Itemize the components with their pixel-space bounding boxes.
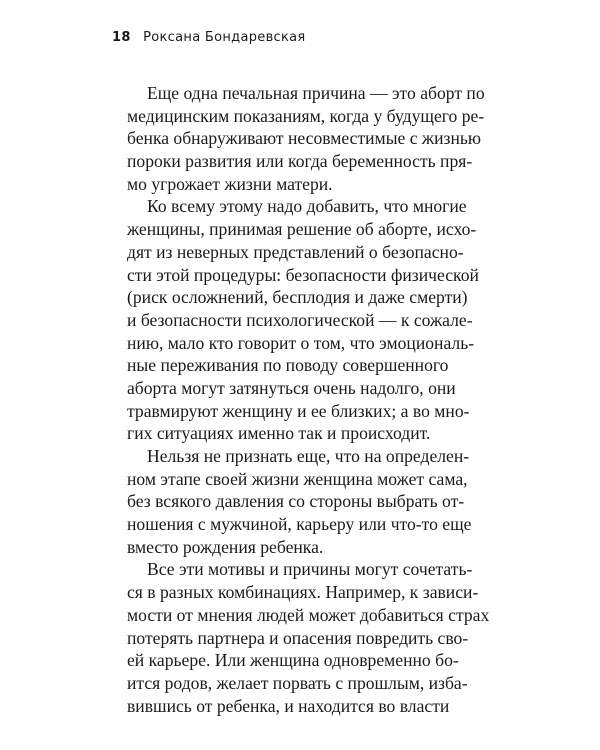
text-line: ные переживания по поводу совершенного [127, 355, 449, 376]
text-line: мости от мнения людей может добавиться страх [127, 604, 490, 625]
text-line: ном этапе своей жизни женщина может сама, [127, 468, 468, 489]
text-line: ся в разных комбинациях. Например, к зависи- [127, 582, 479, 603]
running-head [112, 30, 306, 45]
text-line: Нельзя не признать еще, что на определен- [147, 446, 470, 466]
text-line: бенка обнаруживают несовместимые с жизнью [127, 128, 482, 149]
body-text [127, 82, 489, 717]
text-line: без всякого давления со стороны выбрать от- [127, 491, 465, 512]
page-number: 18 [112, 30, 131, 45]
text-line: пороки развития или когда беременность пря- [127, 151, 473, 172]
text-line: мо угрожает жизни матери. [127, 173, 333, 194]
text-line: вившись от ребенка, и находится во власти [127, 695, 450, 716]
text-line: медицинским показаниям, когда у будущего ре- [127, 105, 485, 126]
text-line: Все эти мотивы и причины могут сочетать- [147, 559, 473, 580]
text-line: вместо рождения ребенка. [127, 536, 324, 557]
text-line: ится родов, желает порвать с прошлым, изба- [127, 672, 468, 693]
author-name: Роксана Бондаревская [143, 30, 306, 45]
paragraph [127, 195, 489, 445]
paragraph [127, 558, 489, 717]
text-line: Ко всему этому надо добавить, что многие [147, 196, 467, 217]
text-line: потерять партнера и опасения повредить сво- [127, 627, 469, 648]
text-line: гих ситуациях именно так и происходит. [127, 423, 431, 444]
text-line: женщины, принимая решение об аборте, исхо- [127, 219, 477, 240]
text-line: аборта могут затянуться очень надолго, они [127, 377, 456, 398]
text-line: сти этой процедуры: безопасности физической [127, 264, 479, 285]
text-line: нию, мало кто говорит о том, что эмоциональ- [127, 332, 475, 353]
text-line: травмируют женщину и ее близких; а во мно- [127, 400, 470, 421]
text-line: и безопасности психологической — к сожале- [127, 309, 473, 330]
text-line: ей карьере. Или женщина одновременно бо- [127, 650, 459, 671]
paragraph [127, 82, 489, 195]
text-line: ношения с мужчиной, карьеру или что-то еще [127, 514, 472, 535]
paragraph [127, 445, 489, 558]
text-line: Еще одна печальная причина — это аборт по [147, 83, 485, 103]
text-line: дят из неверных представлений о безопасно- [127, 241, 464, 262]
text-line: (риск осложнений, бесплодия и даже смерти) [127, 287, 468, 308]
